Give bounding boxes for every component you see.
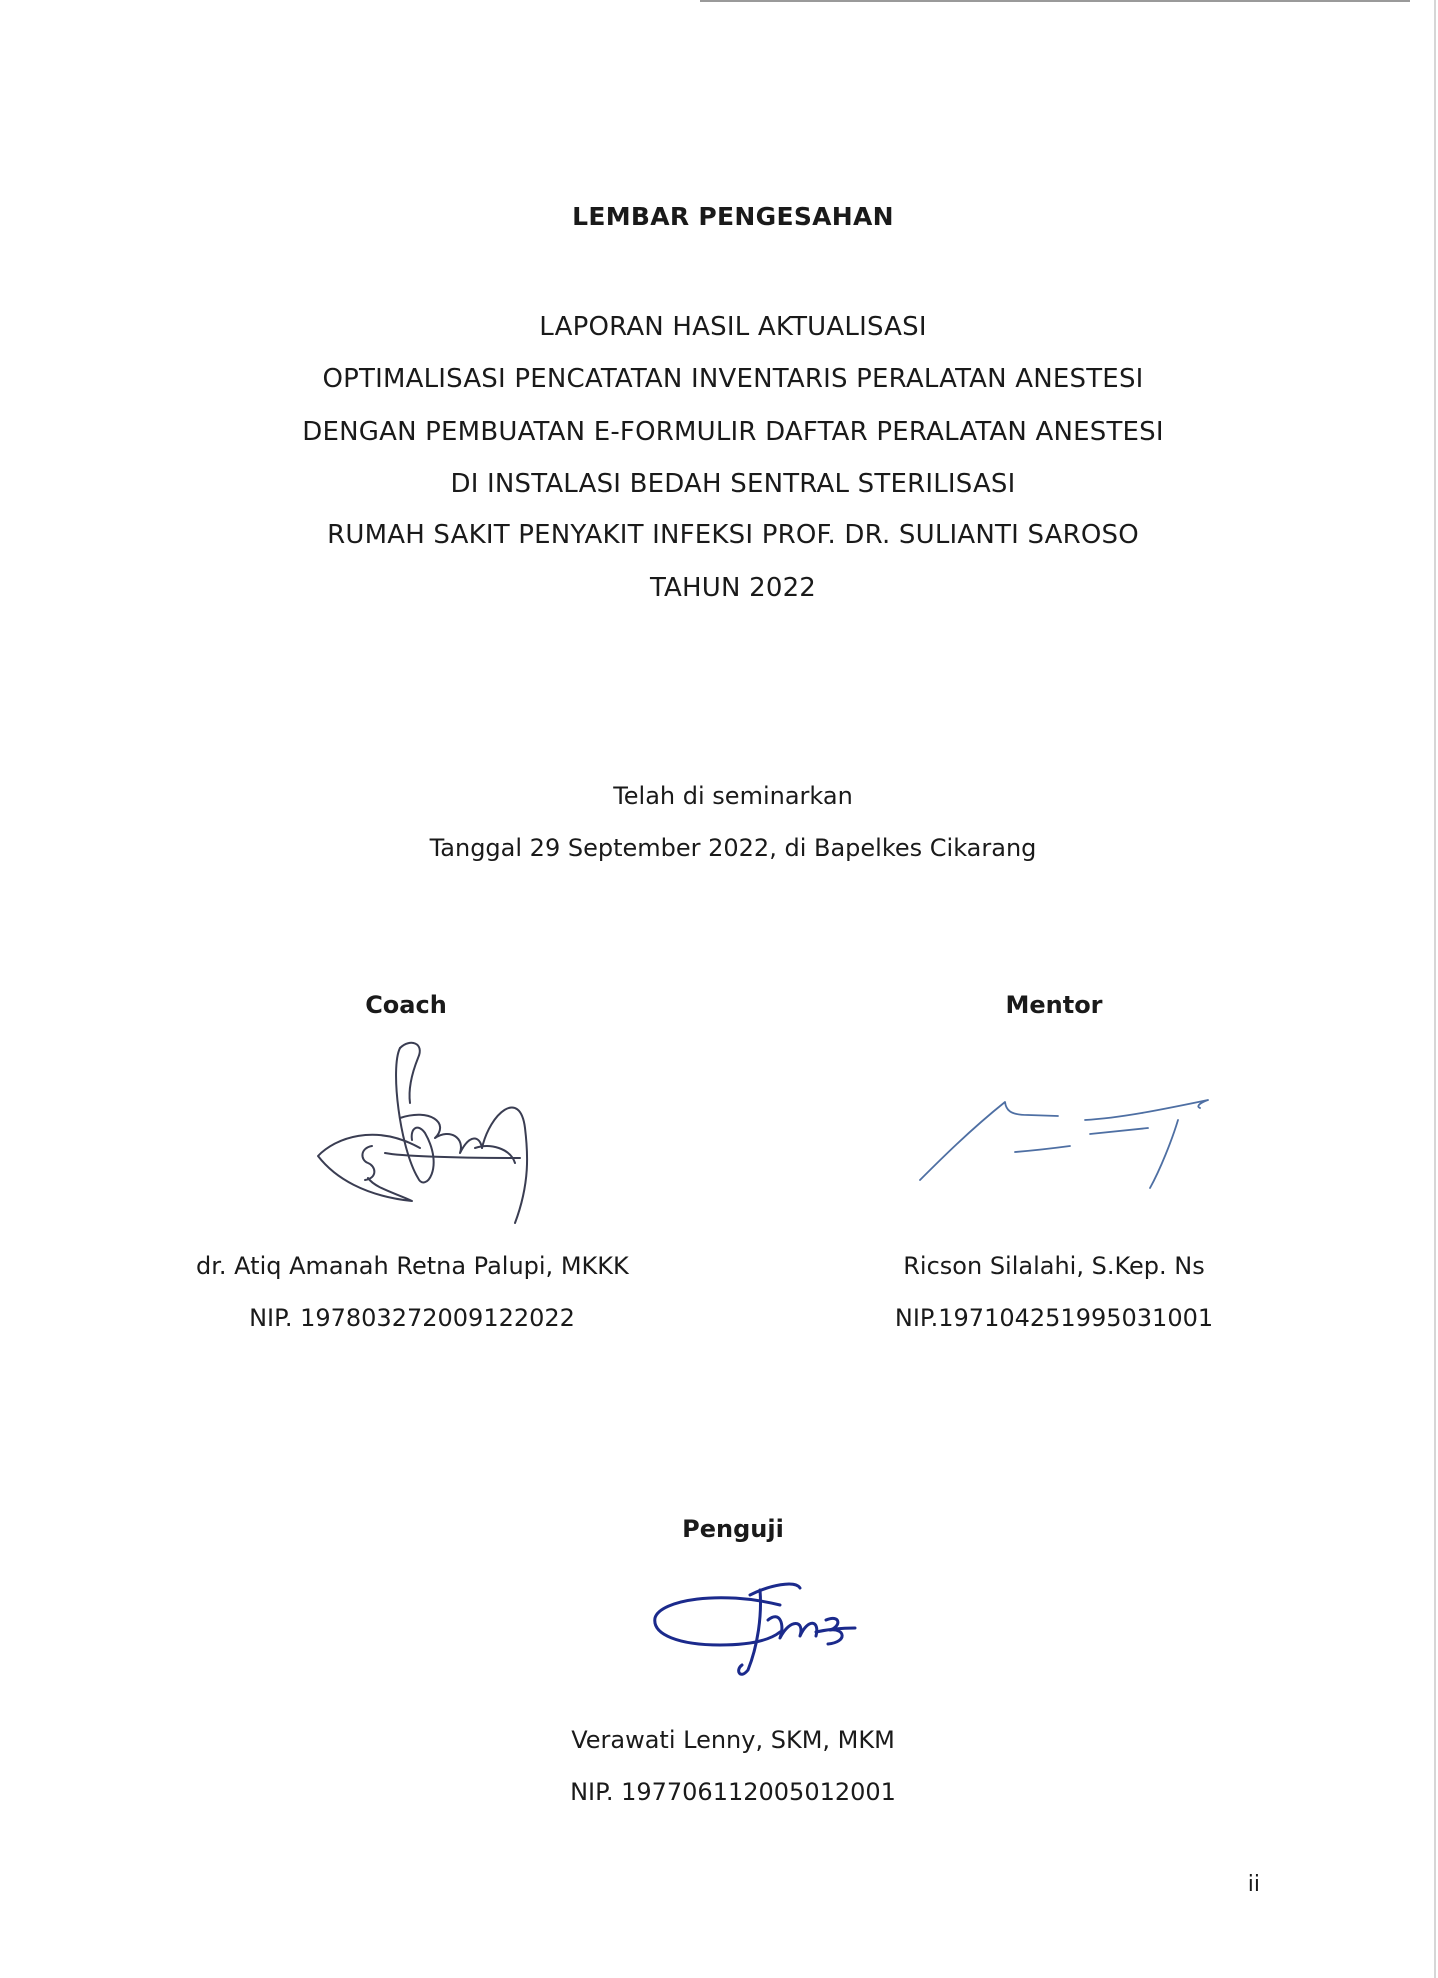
- title-line-4: DI INSTALASI BEDAH SENTRAL STERILISASI: [450, 469, 1016, 499]
- seminar-note: Telah di seminarkan: [613, 782, 853, 810]
- examiner-nip: NIP. 197706112005012001: [570, 1778, 896, 1806]
- coach-name: dr. Atiq Amanah Retna Palupi, MKKK: [196, 1252, 629, 1280]
- page-number: ii: [1247, 1872, 1260, 1897]
- page-heading: LEMBAR PENGESAHAN: [572, 202, 894, 231]
- mentor-name: Ricson Silalahi, S.Kep. Ns: [903, 1252, 1205, 1280]
- scan-edge-right: [1434, 0, 1436, 1978]
- coach-role-label: Coach: [365, 991, 447, 1019]
- mentor-signature: [910, 1080, 1240, 1210]
- coach-nip: NIP. 197803272009122022: [249, 1304, 575, 1332]
- title-line-3: DENGAN PEMBUATAN E-FORMULIR DAFTAR PERALATAN ANESTESI: [302, 417, 1164, 447]
- coach-signature: [300, 1028, 560, 1238]
- mentor-role-label: Mentor: [1005, 991, 1103, 1019]
- title-line-2: OPTIMALISASI PENCATATAN INVENTARIS PERALATAN ANESTESI: [322, 364, 1144, 394]
- seminar-date: Tanggal 29 September 2022, di Bapelkes Cikarang: [429, 834, 1037, 862]
- title-line-1: LAPORAN HASIL AKTUALISASI: [539, 312, 927, 342]
- mentor-nip: NIP.197104251995031001: [894, 1304, 1214, 1332]
- title-line-6: TAHUN 2022: [649, 573, 817, 603]
- scan-edge-top: [700, 0, 1410, 2]
- title-line-5: RUMAH SAKIT PENYAKIT INFEKSI PROF. DR. SULIANTI SAROSO: [327, 520, 1139, 550]
- examiner-role-label: Penguji: [682, 1515, 784, 1543]
- examiner-signature: [640, 1570, 880, 1700]
- examiner-name: Verawati Lenny, SKM, MKM: [571, 1726, 895, 1754]
